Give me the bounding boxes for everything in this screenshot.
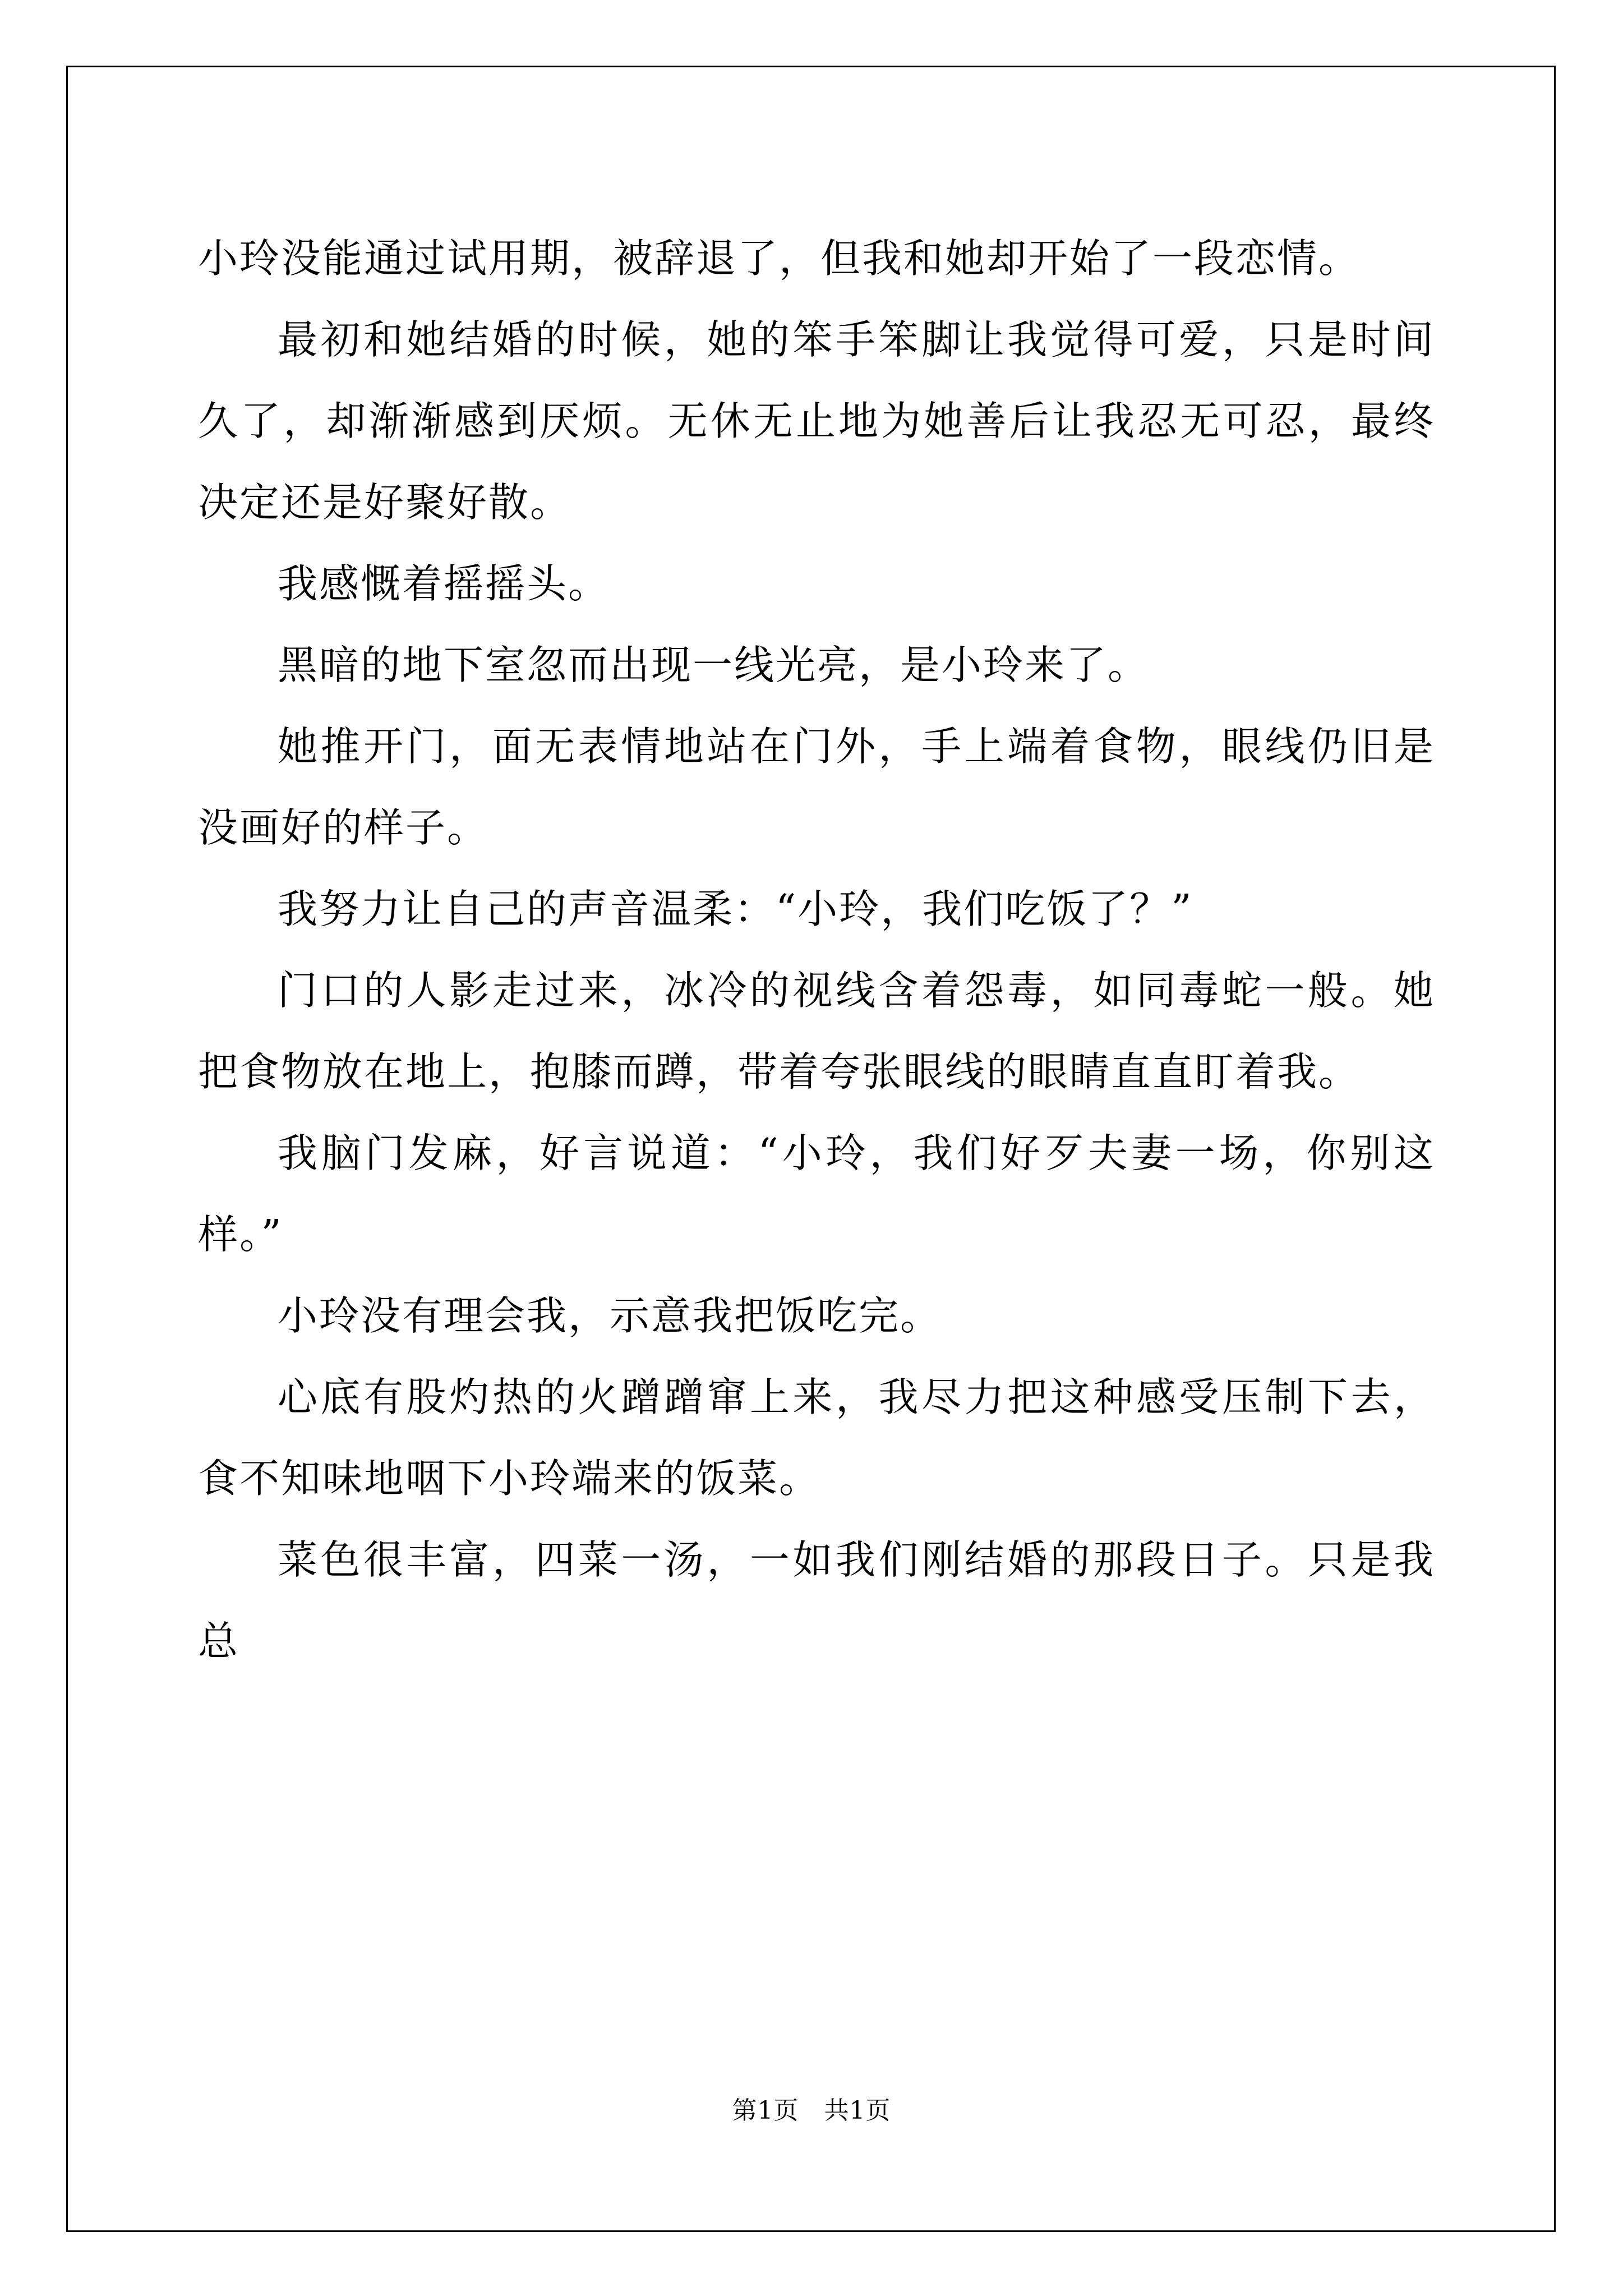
paragraph: 门口的人影走过来，冰冷的视线含着怨毒，如同毒蛇一般。她把食物放在地上，抱膝而蹲，带着夸张眼线的眼睛直直盯着我。 xyxy=(198,967,1435,1095)
paragraph: 我脑门发麻，好言说道：“小玲，我们好歹夫妻一场，你别这样。” xyxy=(198,1130,1435,1258)
paragraph: 我努力让自己的声音温柔：“小玲，我们吃饭了？” xyxy=(278,886,1193,932)
paragraph: 菜色很丰富，四菜一汤，一如我们刚结婚的那段日子。只是我总 xyxy=(198,1536,1435,1664)
paragraph: 心底有股灼热的火蹭蹭窜上来，我尽力把这种感受压制下去，食不知味地咽下小玲端来的饭菜。 xyxy=(198,1374,1435,1502)
paragraph: 我感慨着摇摇头。 xyxy=(278,560,610,607)
paragraph: 小玲没能通过试用期，被辞退了，但我和她却开始了一段恋情。 xyxy=(198,235,1361,282)
document-body xyxy=(198,218,1435,1682)
paragraph: 黑暗的地下室忽而出现一线光亮，是小玲来了。 xyxy=(278,642,1150,688)
paragraph: 最初和她结婚的时候，她的笨手笨脚让我觉得可爱，只是时间久了，却渐渐感到厌烦。无休无止地为她善后让我忍无可忍，最终决定还是好聚好散。 xyxy=(198,316,1435,526)
paragraph: 小玲没有理会我，示意我把饭吃完。 xyxy=(278,1292,942,1339)
page-footer: 第1页 共1页 xyxy=(732,2096,891,2125)
paragraph: 她推开门，面无表情地站在门外，手上端着食物，眼线仍旧是没画好的样子。 xyxy=(198,723,1435,851)
